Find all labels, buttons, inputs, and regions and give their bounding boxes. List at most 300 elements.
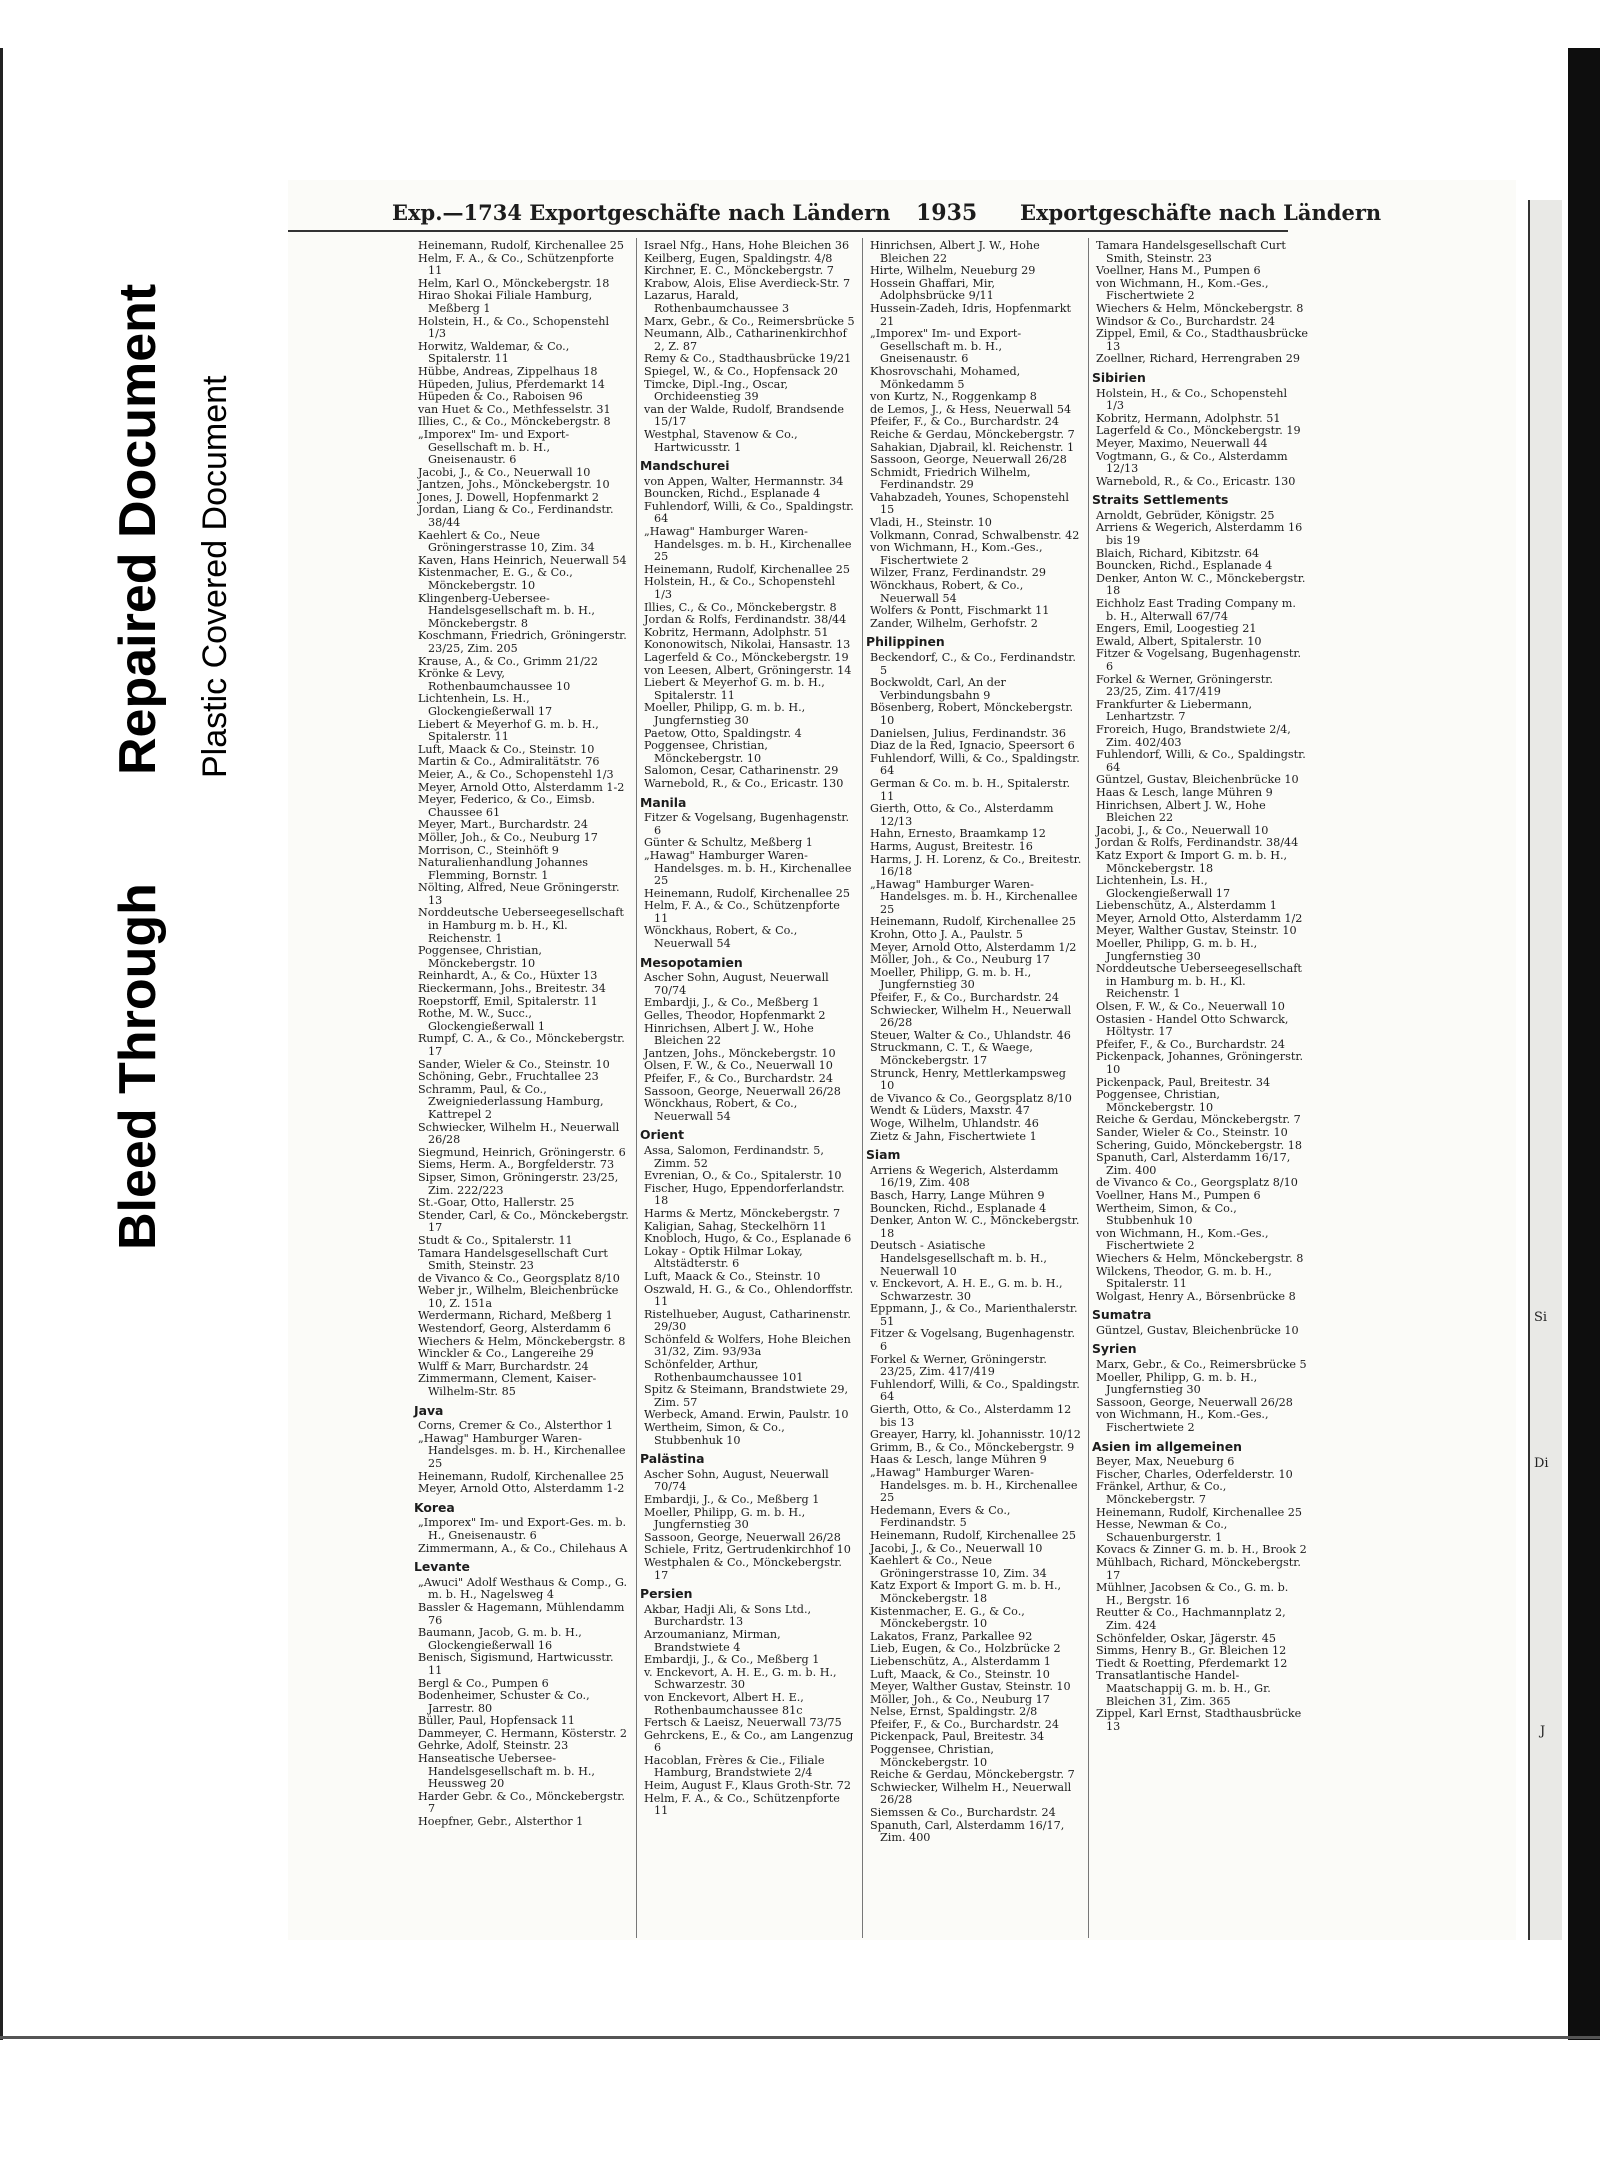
directory-entry: Kaligian, Sahag, Steckelhörn 11 bbox=[644, 1219, 827, 1233]
directory-entry: Meyer, Arnold Otto, Alsterdamm 1-2 bbox=[418, 1482, 625, 1496]
directory-entry: Helm, F. A., & Co., Schützenpforte 11 bbox=[644, 899, 840, 925]
directory-entry: Kaven, Hans Heinrich, Neuerwall 54 bbox=[418, 553, 627, 567]
directory-entry: Wertheim, Simon, & Co., Stubbenhuk 10 bbox=[1096, 1201, 1237, 1228]
directory-entry: Schöning, Gebr., Fruchtallee 23 bbox=[418, 1070, 599, 1084]
directory-entry: Fuhlendorf, Willi, & Co., Spaldingstr. 64 bbox=[1096, 748, 1306, 774]
section-heading: Java bbox=[414, 1402, 444, 1418]
directory-entry: Rieckermann, Johs., Breitestr. 34 bbox=[418, 982, 606, 996]
directory-entry: Corns, Cremer & Co., Alsterthor 1 bbox=[418, 1419, 613, 1433]
directory-entry: Assa, Salomon, Ferdinandstr. 5, Zimm. 52 bbox=[644, 1143, 824, 1170]
directory-entry: Bösenberg, Robert, Mönckebergstr. 10 bbox=[870, 701, 1074, 727]
column-3 bbox=[866, 239, 1082, 1845]
directory-entry: Sassoon, George, Neuerwall 26/28 bbox=[870, 453, 1067, 467]
directory-entry: Katz Export & Import G. m. b. H., Mönckebergstr. 18 bbox=[1096, 848, 1288, 875]
directory-entry: Heinemann, Rudolf, Kirchenallee 25 bbox=[418, 1469, 624, 1483]
directory-entry: Hahn, Ernesto, Braamkamp 12 bbox=[870, 827, 1046, 841]
directory-entry: Schiele, Fritz, Gertrudenkirchhof 10 bbox=[644, 1543, 851, 1557]
label-repaired-document: Repaired Document bbox=[109, 283, 167, 775]
section-heading: Sibirien bbox=[1092, 369, 1146, 385]
directory-entry: Embardji, J., & Co., Meßberg 1 bbox=[644, 996, 820, 1010]
directory-entry: Wönckhaus, Robert, & Co., Neuerwall 54 bbox=[644, 924, 798, 951]
directory-entry: Reiche & Gerdau, Mönckebergstr. 7 bbox=[1096, 1113, 1301, 1127]
directory-entry: Woge, Wilhelm, Uhlandstr. 46 bbox=[870, 1116, 1039, 1130]
directory-entry: Gierth, Otto, & Co., Alsterdamm 12 bis 13 bbox=[870, 1403, 1072, 1429]
directory-entry: Naturalienhandlung Johannes Flemming, Bornstr. 1 bbox=[418, 856, 588, 882]
directory-entry: Liebert & Meyerhof G. m. b. H., Spitalerstr. 11 bbox=[418, 717, 599, 744]
directory-entry: Poggensee, Christian, Mönckebergstr. 10 bbox=[1096, 1088, 1220, 1114]
directory-entry: Hoepfner, Gebr., Alsterthor 1 bbox=[418, 1815, 584, 1829]
directory-entry: Greayer, Harry, kl. Johannisstr. 10/12 bbox=[870, 1428, 1081, 1442]
directory-entry: Vogtmann, G., & Co., Alsterdamm 12/13 bbox=[1096, 449, 1288, 476]
section-heading: Manila bbox=[640, 794, 687, 810]
directory-entry: Koschmann, Friedrich, Gröningerstr. 23/25, Zim. 205 bbox=[418, 629, 627, 655]
directory-entry: Winckler & Co., Langereihe 29 bbox=[418, 1347, 594, 1361]
directory-entry: Ascher Sohn, August, Neuerwall 70/74 bbox=[644, 1467, 829, 1494]
directory-entry: Reiche & Gerdau, Mönckebergstr. 7 bbox=[870, 1768, 1075, 1782]
directory-entry: Hanseatische Uebersee-Handelsgesellschaft m. b. H., Heussweg 20 bbox=[418, 1752, 595, 1791]
directory-entry: Schwiecker, Wilhelm H., Neuerwall 26/28 bbox=[870, 1003, 1072, 1030]
directory-entry: Holstein, H., & Co., Schopenstehl 1/3 bbox=[644, 575, 836, 602]
directory-entry: Wolfers & Pontt, Fischmarkt 11 bbox=[870, 604, 1050, 618]
directory-entry: Bouncken, Richd., Esplanade 4 bbox=[644, 487, 821, 501]
directory-entry: Salomon, Cesar, Catharinenstr. 29 bbox=[644, 764, 839, 778]
directory-entry: von Leesen, Albert, Gröningerstr. 14 bbox=[644, 663, 852, 677]
directory-entry: Krönke & Levy, Rothenbaumchaussee 10 bbox=[418, 667, 571, 693]
directory-entry: Wertheim, Simon, & Co., Stubbenhuk 10 bbox=[644, 1421, 785, 1447]
directory-entry: Morrison, C., Steinhöft 9 bbox=[418, 843, 559, 857]
directory-entry: Denker, Anton W. C., Mönckebergstr. 18 bbox=[1096, 571, 1306, 598]
directory-entry: Hinrichsen, Albert J. W., Hohe Bleichen 22 bbox=[1096, 798, 1266, 825]
directory-entry: Nelse, Ernst, Spaldingstr. 2/8 bbox=[870, 1705, 1038, 1719]
directory-entry: de Lemos, J., & Hess, Neuerwall 54 bbox=[870, 402, 1072, 416]
directory-entry: Hussein-Zadeh, Idris, Hopfenmarkt 21 bbox=[870, 301, 1072, 328]
directory-entry: von Wichmann, H., Kom.-Ges., Fischertwiete 2 bbox=[1096, 276, 1269, 303]
directory-entry: Wönckhaus, Robert, & Co., Neuerwall 54 bbox=[644, 1097, 798, 1123]
directory-entry: Volkmann, Conrad, Schwalbenstr. 42 bbox=[870, 528, 1080, 542]
directory-entry: Windsor & Co., Burchardstr. 24 bbox=[1096, 314, 1276, 328]
section-heading: Levante bbox=[414, 1559, 470, 1575]
directory-entry: Olsen, F. W., & Co., Neuerwall 10 bbox=[644, 1059, 833, 1073]
directory-entry: Arriens & Wegerich, Alsterdamm 16/19, Zim. 408 bbox=[870, 1163, 1059, 1190]
directory-entry: Zippel, Emil, & Co., Stadthausbrücke 13 bbox=[1096, 327, 1308, 353]
header-right-title: Exportgeschäfte nach Ländern bbox=[1020, 200, 1382, 225]
directory-entry: Hübbe, Andreas, Zippelhaus 18 bbox=[418, 364, 598, 378]
directory-entry: Gehrke, Adolf, Steinstr. 23 bbox=[418, 1739, 569, 1753]
directory-entry: Meyer, Maximo, Neuerwall 44 bbox=[1096, 436, 1268, 450]
directory-entry: Sander, Wieler & Co., Steinstr. 10 bbox=[418, 1057, 610, 1071]
column-divider bbox=[1088, 238, 1089, 1938]
directory-entry: Kistenmacher, E. G., & Co., Mönckebergstr. 10 bbox=[870, 1604, 1025, 1631]
directory-entry: von Kurtz, N., Roggenkamp 8 bbox=[870, 390, 1037, 404]
directory-entry: Schönfelder, Arthur, Rothenbaumchaussee 101 bbox=[644, 1358, 804, 1384]
directory-entry: Neumann, Alb., Catharinenkirchhof 2, Z. 87 bbox=[644, 327, 847, 353]
directory-entry: Lagerfeld & Co., Mönckebergstr. 19 bbox=[1096, 424, 1301, 438]
directory-entry: Fertsch & Laeisz, Neuerwall 73/75 bbox=[644, 1716, 842, 1730]
directory-entry: Moeller, Philipp, G. m. b. H., Jungfernstieg 30 bbox=[644, 1505, 806, 1532]
section-heading: Siam bbox=[866, 1147, 901, 1163]
directory-entry: „Hawag" Hamburger Waren-Handelsges. m. b. H., Kirchenallee 25 bbox=[644, 848, 852, 888]
directory-entry: von Appen, Walter, Hermannstr. 34 bbox=[644, 474, 844, 488]
directory-entry: Krohn, Otto J. A., Paulstr. 5 bbox=[870, 928, 1023, 942]
directory-entry: Zippel, Karl Ernst, Stadthausbrücke 13 bbox=[1096, 1707, 1302, 1733]
directory-entry: Eppmann, J., & Co., Marienthalerstr. 51 bbox=[870, 1302, 1078, 1328]
directory-entry: Denker, Anton W. C., Mönckebergstr. 18 bbox=[870, 1214, 1080, 1240]
directory-entry: Illies, C., & Co., Mönckebergstr. 8 bbox=[418, 415, 611, 429]
directory-entry: Meyer, Federico, & Co., Eimsb. Chaussee 61 bbox=[418, 793, 595, 819]
directory-entry: Marx, Gebr., & Co., Reimersbrücke 5 bbox=[644, 314, 855, 328]
directory-entry: Heinemann, Rudolf, Kirchenallee 25 bbox=[644, 562, 850, 576]
directory-entry: Hossein Ghaffari, Mir, Adolphsbrücke 9/11 bbox=[870, 276, 996, 303]
column-1 bbox=[414, 239, 630, 1829]
directory-entry: Marx, Gebr., & Co., Reimersbrücke 5 bbox=[1096, 1358, 1307, 1372]
directory-entry: Wulff & Marr, Burchardstr. 24 bbox=[418, 1359, 589, 1373]
directory-entry: Poggensee, Christian, Mönckebergstr. 10 bbox=[870, 1743, 994, 1769]
directory-entry: Rumpf, C. A., & Co., Mönckebergstr. 17 bbox=[418, 1032, 625, 1058]
directory-entry: Pfeifer, F., & Co., Burchardstr. 24 bbox=[870, 1717, 1059, 1731]
directory-entry: Helm, F. A., & Co., Schützenpforte 11 bbox=[418, 251, 614, 278]
directory-entry: Kirchner, E. C., Mönckebergstr. 7 bbox=[644, 264, 834, 278]
column-2 bbox=[640, 239, 856, 1818]
directory-entry: Bouncken, Richd., Esplanade 4 bbox=[870, 1201, 1047, 1215]
directory-entry: Fitzer & Vogelsang, Bugenhagenstr. 6 bbox=[644, 811, 849, 837]
directory-entry: Hinrichsen, Albert J. W., Hohe Bleichen 22 bbox=[644, 1021, 814, 1048]
section-heading: Persien bbox=[640, 1586, 693, 1602]
directory-entry: Günter & Schultz, Meßberg 1 bbox=[644, 836, 813, 850]
directory-entry: Gierth, Otto, & Co., Alsterdamm 12/13 bbox=[870, 802, 1054, 828]
directory-entry: Olsen, F. W., & Co., Neuerwall 10 bbox=[1096, 1000, 1285, 1014]
directory-entry: Fuhlendorf, Willi, & Co., Spaldingstr. 64 bbox=[870, 751, 1080, 778]
directory-entry: Voellner, Hans M., Pumpen 6 bbox=[1096, 1188, 1261, 1202]
directory-entry: Güntzel, Gustav, Bleichenbrücke 10 bbox=[1096, 773, 1299, 787]
directory-entry: Meyer, Mart., Burchardstr. 24 bbox=[418, 818, 589, 832]
directory-entry: Blaich, Richard, Kibitzstr. 64 bbox=[1096, 546, 1260, 560]
directory-entry: Meyer, Walther Gustav, Steinstr. 10 bbox=[870, 1680, 1071, 1694]
directory-entry: Jordan & Rolfs, Ferdinandstr. 38/44 bbox=[644, 613, 847, 627]
directory-entry: Deutsch - Asiatische Handelsgesellschaft m. b. H., Neuerwall 10 bbox=[870, 1239, 1047, 1278]
column-divider bbox=[636, 238, 637, 1938]
directory-entry: Kistenmacher, E. G., & Co., Mönckebergstr. 10 bbox=[418, 566, 573, 593]
directory-entry: Ascher Sohn, August, Neuerwall 70/74 bbox=[644, 971, 829, 997]
directory-entry: Timcke, Dipl.-Ing., Oscar, Orchideenstieg 39 bbox=[644, 377, 789, 404]
directory-entry: Spanuth, Carl, Alsterdamm 16/17, Zim. 400 bbox=[1096, 1151, 1291, 1177]
directory-entry: „Awuci" Adolf Westhaus & Comp., G. m. b. H., Nagelsweg 4 bbox=[418, 1575, 628, 1602]
directory-entry: Holstein, H., & Co., Schopenstehl 1/3 bbox=[1096, 386, 1288, 413]
directory-entry: Fitzer & Vogelsang, Bugenhagenstr. 6 bbox=[1096, 647, 1301, 673]
directory-entry: Pickenpack, Paul, Breitestr. 34 bbox=[870, 1730, 1045, 1744]
section-heading: Philippinen bbox=[866, 634, 945, 650]
directory-entry: Kaehlert & Co., Neue Gröningerstrasse 10, Zim. 34 bbox=[418, 528, 595, 555]
directory-entry: Jacobi, J., & Co., Neuerwall 10 bbox=[1096, 823, 1269, 837]
column-4 bbox=[1092, 239, 1308, 1733]
directory-entry: Moeller, Philipp, G. m. b. H., Jungfernstieg 30 bbox=[870, 965, 1032, 992]
directory-entry: Spitz & Steimann, Brandstwiete 29, Zim. 57 bbox=[644, 1383, 849, 1409]
directory-entry: Holstein, H., & Co., Schopenstehl 1/3 bbox=[418, 314, 610, 341]
directory-entry: Werdermann, Richard, Meßberg 1 bbox=[418, 1309, 613, 1323]
directory-entry: Meyer, Arnold Otto, Alsterdamm 1/2 bbox=[870, 940, 1077, 954]
directory-entry: Gehrckens, E., & Co., am Langenzug 6 bbox=[644, 1728, 854, 1755]
directory-entry: Schwiecker, Wilhelm H., Neuerwall 26/28 bbox=[870, 1780, 1072, 1807]
directory-entry: Danielsen, Julius, Ferdinandstr. 36 bbox=[870, 726, 1067, 740]
directory-entry: Sander, Wieler & Co., Steinstr. 10 bbox=[1096, 1125, 1288, 1139]
directory-entry: Zimmermann, A., & Co., Chilehaus A bbox=[418, 1541, 628, 1555]
directory-entry: Sassoon, George, Neuerwall 26/28 bbox=[1096, 1395, 1293, 1409]
directory-entry: v. Enckevort, A. H. E., G. m. b. H., Schwarzestr. 30 bbox=[870, 1277, 1063, 1303]
directory-entry: Fuhlendorf, Willi, & Co., Spaldingstr. 64 bbox=[644, 499, 854, 526]
directory-entry: Evrenian, O., & Co., Spitalerstr. 10 bbox=[644, 1169, 842, 1183]
directory-entry: Mühlbach, Richard, Mönckebergstr. 17 bbox=[1096, 1555, 1301, 1582]
directory-entry: Helm, Karl O., Mönckebergstr. 18 bbox=[418, 276, 610, 290]
directory-entry: Sipser, Simon, Gröningerstr. 23/25, Zim. 222/223 bbox=[418, 1170, 619, 1197]
directory-entry: Stender, Carl, & Co., Mönckebergstr. 17 bbox=[418, 1208, 629, 1235]
directory-entry: Moeller, Philipp, G. m. b. H., Jungfernstieg 30 bbox=[1096, 937, 1258, 963]
directory-entry: Eichholz East Trading Company m. b. H., Alterwall 67/74 bbox=[1096, 597, 1296, 623]
directory-entry: „Imporex" Im- und Export-Ges. m. b. H., Gneisenaustr. 6 bbox=[418, 1516, 627, 1542]
directory-entry: von Wichmann, H., Kom.-Ges., Fischertwiete 2 bbox=[1096, 1226, 1269, 1253]
directory-entry: Tamara Handelsgesellschaft Curt Smith, Steinstr. 23 bbox=[418, 1246, 608, 1273]
section-heading: Orient bbox=[640, 1127, 685, 1143]
directory-entry: Lieb, Eugen, & Co., Holzbrücke 2 bbox=[870, 1642, 1061, 1656]
directory-entry: Vahabzadeh, Younes, Schopenstehl 15 bbox=[870, 490, 1069, 517]
directory-entry: Heinemann, Rudolf, Kirchenallee 25 bbox=[870, 1528, 1076, 1542]
directory-entry: Spanuth, Carl, Alsterdamm 16/17, Zim. 400 bbox=[870, 1818, 1065, 1845]
directory-entry: Jacobi, J., & Co., Neuerwall 10 bbox=[418, 465, 591, 479]
directory-entry: Arriens & Wegerich, Alsterdamm 16 bis 19 bbox=[1096, 521, 1303, 548]
directory-entry: Lichtenhein, Ls. H., Glockengießerwall 17 bbox=[1096, 874, 1231, 900]
directory-entry: Meyer, Arnold Otto, Alsterdamm 1/2 bbox=[1096, 911, 1303, 925]
section-heading: Sumatra bbox=[1092, 1307, 1152, 1323]
directory-entry: Illies, C., & Co., Mönckebergstr. 8 bbox=[644, 600, 837, 614]
directory-entry: Harms, August, Breitestr. 16 bbox=[870, 839, 1033, 853]
directory-entry: Schramm, Paul, & Co., Zweigniederlassung Hamburg, Kattrepel 2 bbox=[418, 1082, 604, 1121]
directory-entry: Moeller, Philipp, G. m. b. H., Jungfernstieg 30 bbox=[644, 701, 806, 727]
directory-entry: Frankfurter & Liebermann, Lenhartzstr. 7 bbox=[1096, 697, 1252, 724]
directory-entry: Fischer, Charles, Oderfelderstr. 10 bbox=[1096, 1467, 1293, 1481]
scan-left-edge bbox=[0, 48, 3, 2040]
label-plastic-covered: Plastic Covered Document bbox=[196, 375, 234, 778]
directory-entry: Basch, Harry, Lange Mühren 9 bbox=[870, 1188, 1045, 1202]
directory-entry: Lazarus, Harald, Rothenbaumchaussee 3 bbox=[644, 289, 790, 315]
directory-entry: Bouncken, Richd., Esplanade 4 bbox=[1096, 559, 1273, 573]
directory-entry: Kononowitsch, Nikolai, Hansastr. 13 bbox=[644, 638, 851, 652]
directory-entry: Schwiecker, Wilhelm H., Neuerwall 26/28 bbox=[418, 1120, 620, 1147]
directory-entry: „Hawag" Hamburger Waren-Handelsges. m. b. H., Kirchenallee 25 bbox=[644, 525, 852, 564]
directory-entry: Westphalen & Co., Mönckebergstr. 17 bbox=[644, 1555, 842, 1582]
directory-entry: Benisch, Sigismund, Hartwicusstr. 11 bbox=[418, 1651, 614, 1677]
directory-entry: Spiegel, W., & Co., Hopfensack 20 bbox=[644, 364, 838, 378]
directory-entry: „Hawag" Hamburger Waren-Handelsges. m. b. H., Kirchenallee 25 bbox=[870, 1466, 1078, 1505]
directory-entry: Heinemann, Rudolf, Kirchenallee 25 bbox=[1096, 1505, 1302, 1519]
directory-entry: Reinhardt, A., & Co., Hüxter 13 bbox=[418, 969, 598, 983]
section-heading: Palästina bbox=[640, 1451, 705, 1467]
directory-entry: Heinemann, Rudolf, Kirchenallee 25 bbox=[418, 239, 624, 252]
directory-entry: Warnebold, R., & Co., Ericastr. 130 bbox=[644, 776, 844, 790]
directory-entry: von Enckevort, Albert H. E., Rothenbaumchaussee 81c bbox=[644, 1690, 804, 1717]
directory-entry: Arnoldt, Gebrüder, Königstr. 25 bbox=[1096, 508, 1275, 522]
directory-entry: Fuhlendorf, Willi, & Co., Spaldingstr. 64 bbox=[870, 1377, 1080, 1404]
directory-entry: Norddeutsche Ueberseegesellschaft in Hamburg m. b. H., Kl. Reichenstr. 1 bbox=[418, 906, 624, 945]
directory-entry: Jantzen, Johs., Mönckebergstr. 10 bbox=[644, 1046, 836, 1060]
directory-entry: Tiedt & Roetting, Pferdemarkt 12 bbox=[1096, 1656, 1288, 1670]
directory-entry: Werbeck, Amand. Erwin, Paulstr. 10 bbox=[644, 1408, 849, 1422]
directory-entry: Poggensee, Christian, Mönckebergstr. 10 bbox=[644, 739, 768, 765]
directory-entry: Lakatos, Franz, Parkallee 92 bbox=[870, 1629, 1033, 1643]
section-heading: Mesopotamien bbox=[640, 954, 743, 970]
directory-entry: v. Enckevort, A. H. E., G. m. b. H., Schwarzestr. 30 bbox=[644, 1665, 837, 1692]
directory-entry: Wiechers & Helm, Mönckebergstr. 8 bbox=[418, 1334, 626, 1348]
directory-entry: Kaehlert & Co., Neue Gröningerstrasse 10, Zim. 34 bbox=[870, 1554, 1047, 1580]
directory-entry: Sahakian, Djabrail, kl. Reichenstr. 1 bbox=[870, 440, 1075, 454]
directory-entry: Baumann, Jacob, G. m. b. H., Glockengießerwall 16 bbox=[418, 1626, 582, 1652]
directory-entry: Zimmermann, Clement, Kaiser-Wilhelm-Str. 85 bbox=[418, 1372, 597, 1399]
adjacent-page-edge bbox=[1528, 200, 1562, 1940]
label-bleed-through: Bleed Through bbox=[109, 883, 167, 1250]
directory-entry: von Wichmann, H., Kom.-Ges., Fischertwiete 2 bbox=[870, 541, 1043, 567]
directory-entry: Voellner, Hans M., Pumpen 6 bbox=[1096, 264, 1261, 278]
directory-entry: Bassler & Hagemann, Mühlendamm 76 bbox=[418, 1600, 625, 1627]
directory-entry: Fitzer & Vogelsang, Bugenhagenstr. 6 bbox=[870, 1327, 1075, 1354]
directory-entry: „Imporex" Im- und Export-Gesellschaft m. b. H., Gneisenaustr. 6 bbox=[870, 327, 1022, 366]
directory-entry: Schering, Guido, Mönckebergstr. 18 bbox=[1096, 1138, 1302, 1152]
section-heading: Syrien bbox=[1092, 1341, 1137, 1357]
directory-entry: Kobritz, Hermann, Adolphstr. 51 bbox=[644, 625, 829, 639]
directory-entry: Möller, Joh., & Co., Neuburg 17 bbox=[418, 830, 598, 844]
directory-entry: Moeller, Philipp, G. m. b. H., Jungfernstieg 30 bbox=[1096, 1370, 1258, 1397]
directory-entry: Hacoblan, Frères & Cie., Filiale Hamburg, Brandstwiete 2/4 bbox=[644, 1753, 825, 1780]
directory-entry: Güntzel, Gustav, Bleichenbrücke 10 bbox=[1096, 1323, 1299, 1337]
header-left-title: Exp.—1734 Exportgeschäfte nach Ländern bbox=[392, 200, 891, 225]
directory-entry: Wiechers & Helm, Mönckebergstr. 8 bbox=[1096, 1251, 1304, 1265]
directory-entry: Reiche & Gerdau, Mönckebergstr. 7 bbox=[870, 427, 1075, 441]
directory-entry: Meyer, Arnold Otto, Alsterdamm 1-2 bbox=[418, 780, 625, 794]
directory-entry: Bockwoldt, Carl, An der Verbindungsbahn 9 bbox=[870, 676, 1006, 702]
directory-entry: Simms, Henry B., Gr. Bleichen 12 bbox=[1096, 1644, 1287, 1658]
directory-entry: Luft, Maack, & Co., Steinstr. 10 bbox=[870, 1667, 1050, 1681]
directory-entry: Martin & Co., Admiralitätstr. 76 bbox=[418, 755, 600, 769]
directory-entry: Studt & Co., Spitalerstr. 11 bbox=[418, 1233, 573, 1247]
directory-entry: Poggensee, Christian, Mönckebergstr. 10 bbox=[418, 944, 542, 970]
directory-entry: Zoellner, Richard, Herrengraben 29 bbox=[1096, 352, 1300, 366]
directory-entry: Hüpeden, Julius, Pferdemarkt 14 bbox=[418, 377, 605, 391]
directory-entry: Kobritz, Hermann, Adolphstr. 51 bbox=[1096, 411, 1281, 425]
directory-entry: Nölting, Alfred, Neue Gröningerstr. 13 bbox=[418, 881, 620, 907]
directory-entry: German & Co. m. b. H., Spitalerstr. 11 bbox=[870, 776, 1071, 803]
adjacent-fragment: J bbox=[1540, 1724, 1546, 1739]
directory-entry: Siems, Herm. A., Borgfelderstr. 73 bbox=[418, 1158, 615, 1172]
directory-entry: Westphal, Stavenow & Co., Hartwicusstr. 1 bbox=[644, 427, 798, 454]
directory-entry: Haas & Lesch, lange Mühren 9 bbox=[870, 1453, 1047, 1467]
directory-entry: Hirao Shokai Filiale Hamburg, Meßberg 1 bbox=[418, 289, 593, 315]
side-labels bbox=[108, 283, 258, 1280]
directory-entry: Vladi, H., Steinstr. 10 bbox=[870, 516, 992, 530]
directory-entry: Siemssen & Co., Burchardstr. 24 bbox=[870, 1806, 1056, 1820]
header-rule bbox=[288, 230, 1288, 232]
scan-right-edge bbox=[1568, 48, 1600, 2040]
directory-entry: Wolgast, Henry A., Börsenbrücke 8 bbox=[1096, 1289, 1296, 1303]
directory-entry: Sassoon, George, Neuerwall 26/28 bbox=[644, 1530, 841, 1544]
directory-entry: Wönckhaus, Robert, & Co., Neuerwall 54 bbox=[870, 579, 1024, 605]
directory-entry: Jones, J. Dowell, Hopfenmarkt 2 bbox=[418, 490, 599, 504]
directory-entry: Gelles, Theodor, Hopfenmarkt 2 bbox=[644, 1009, 826, 1023]
directory-entry: Norddeutsche Ueberseegesellschaft in Hamburg m. b. H., Kl. Reichenstr. 1 bbox=[1096, 962, 1302, 1001]
directory-entry: Katz Export & Import G. m. b. H., Mönckebergstr. 18 bbox=[870, 1579, 1062, 1605]
directory-entry: Möller, Joh., & Co., Neuburg 17 bbox=[870, 953, 1050, 967]
directory-entry: Reutter & Co., Hachmannplatz 2, Zim. 424 bbox=[1096, 1606, 1286, 1632]
directory-entry: Schönfeld & Wolfers, Hohe Bleichen 31/32, Zim. 93/93a bbox=[644, 1332, 851, 1359]
directory-entry: Paetow, Otto, Spaldingstr. 4 bbox=[644, 726, 802, 740]
directory-entry: Beckendorf, C., & Co., Ferdinandstr. 5 bbox=[870, 651, 1076, 677]
directory-entry: Schmidt, Friedrich Wilhelm, Ferdinandstr. 29 bbox=[870, 465, 1031, 492]
directory-entry: Grimm, B., & Co., Mönckebergstr. 9 bbox=[870, 1440, 1075, 1454]
directory-entry: Lagerfeld & Co., Mönckebergstr. 19 bbox=[644, 651, 849, 664]
directory-entry: Israel Nfg., Hans, Hohe Bleichen 36 bbox=[644, 239, 850, 252]
directory-entry: Embardji, J., & Co., Meßberg 1 bbox=[644, 1493, 820, 1506]
section-heading: Mandschurei bbox=[640, 458, 730, 474]
directory-entry: Heinemann, Rudolf, Kirchenallee 25 bbox=[870, 915, 1076, 929]
directory-entry: Horwitz, Waldemar, & Co., Spitalerstr. 11 bbox=[418, 339, 570, 366]
directory-entry: Meier, A., & Co., Schopenstehl 1/3 bbox=[418, 767, 614, 781]
directory-entry: Krabow, Alois, Elise Averdieck-Str. 7 bbox=[644, 276, 851, 290]
directory-entry: Knobloch, Hugo, & Co., Esplanade 6 bbox=[644, 1232, 852, 1246]
directory-entry: „Hawag" Hamburger Waren-Handelsges. m. b. H., Kirchenallee 25 bbox=[418, 1431, 626, 1470]
directory-entry: Engers, Emil, Loogestieg 21 bbox=[1096, 622, 1257, 636]
page-header bbox=[288, 180, 1516, 232]
directory-entry: Warnebold, R., & Co., Ericastr. 130 bbox=[1096, 474, 1296, 488]
directory-entry: Helm, F. A., & Co., Schützenpforte 11 bbox=[644, 1791, 840, 1818]
directory-entry: Dammeyer, C. Hermann, Kösterstr. 2 bbox=[418, 1726, 628, 1740]
directory-entry: Liebenschütz, A., Alsterdamm 1 bbox=[870, 1654, 1051, 1668]
directory-entry: Bergl & Co., Pumpen 6 bbox=[418, 1676, 549, 1690]
directory-entry: Hinrichsen, Albert J. W., Hohe Bleichen 22 bbox=[870, 239, 1040, 265]
directory-entry: Sassoon, George, Neuerwall 26/28 bbox=[644, 1084, 841, 1098]
directory-entry: Liebert & Meyerhof G. m. b. H., Spitalerstr. 11 bbox=[644, 676, 825, 702]
directory-entry: Siegmund, Heinrich, Gröningerstr. 6 bbox=[418, 1145, 626, 1159]
adjacent-fragment: Si bbox=[1534, 1310, 1548, 1325]
directory-entry: Büller, Paul, Hopfensack 11 bbox=[418, 1714, 575, 1728]
directory-entry: Weber jr., Wilhelm, Bleichenbrücke 10, Z. 151a bbox=[418, 1284, 619, 1310]
directory-entry: Jordan, Liang & Co., Ferdinandstr. 38/44 bbox=[418, 503, 614, 530]
directory-entry: Kovacs & Zinner G. m. b. H., Brook 2 bbox=[1096, 1543, 1307, 1557]
directory-entry: Klingenberg-Uebersee-Handelsgesellschaft m. b. H., Mönckebergstr. 8 bbox=[418, 591, 595, 630]
directory-entry: Arzoumanianz, Mirman, Brandstwiete 4 bbox=[644, 1627, 781, 1654]
directory-entry: Krause, A., & Co., Grimm 21/22 bbox=[418, 654, 598, 668]
directory-entry: Wilzer, Franz, Ferdinandstr. 29 bbox=[870, 566, 1046, 580]
directory-entry: St.-Goar, Otto, Hallerstr. 25 bbox=[418, 1196, 575, 1210]
directory-entry: Steuer, Walter & Co., Uhlandstr. 46 bbox=[870, 1028, 1071, 1042]
directory-entry: Akbar, Hadji Ali, & Sons Ltd., Burchardstr. 13 bbox=[644, 1602, 812, 1629]
directory-entry: Harder Gebr. & Co., Mönckebergstr. 7 bbox=[418, 1789, 625, 1816]
scan-bottom-line bbox=[0, 2036, 1600, 2039]
directory-entry: Pickenpack, Johannes, Gröningerstr. 10 bbox=[1096, 1050, 1303, 1076]
directory-entry: Pfeifer, F., & Co., Burchardstr. 24 bbox=[644, 1072, 833, 1085]
directory-entry: Pfeifer, F., & Co., Burchardstr. 24 bbox=[870, 415, 1059, 429]
directory-entry: Hedemann, Evers & Co., Ferdinandstr. 5 bbox=[870, 1503, 1011, 1530]
adjacent-fragment: Di bbox=[1534, 1456, 1549, 1471]
header-year: 1935 bbox=[916, 200, 978, 226]
directory-entry: „Hawag" Hamburger Waren-Handelsges. m. b. H., Kirchenallee 25 bbox=[870, 877, 1078, 916]
directory-entry: von Wichmann, H., Kom.-Ges., Fischertwiete 2 bbox=[1096, 1408, 1269, 1435]
directory-entry: Fischer, Hugo, Eppendorferlandstr. 18 bbox=[644, 1181, 845, 1208]
directory-entry: de Vivanco & Co., Georgsplatz 8/10 bbox=[870, 1091, 1072, 1105]
section-heading: Straits Settlements bbox=[1092, 492, 1229, 508]
directory-entry: Remy & Co., Stadthausbrücke 19/21 bbox=[644, 352, 852, 366]
directory-entry: Embardji, J., & Co., Meßberg 1 bbox=[644, 1653, 820, 1667]
directory-entry: Struckmann, C. T., & Waege, Mönckebergstr. 17 bbox=[870, 1041, 1033, 1067]
directory-entry: Luft, Maack & Co., Steinstr. 10 bbox=[644, 1269, 821, 1283]
directory-entry: Westendorf, Georg, Alsterdamm 6 bbox=[418, 1322, 611, 1336]
directory-entry: Wendt & Lüders, Maxstr. 47 bbox=[870, 1104, 1030, 1118]
directory-entry: Pfeifer, F., & Co., Burchardstr. 24 bbox=[870, 991, 1059, 1005]
directory-page bbox=[288, 180, 1516, 1940]
